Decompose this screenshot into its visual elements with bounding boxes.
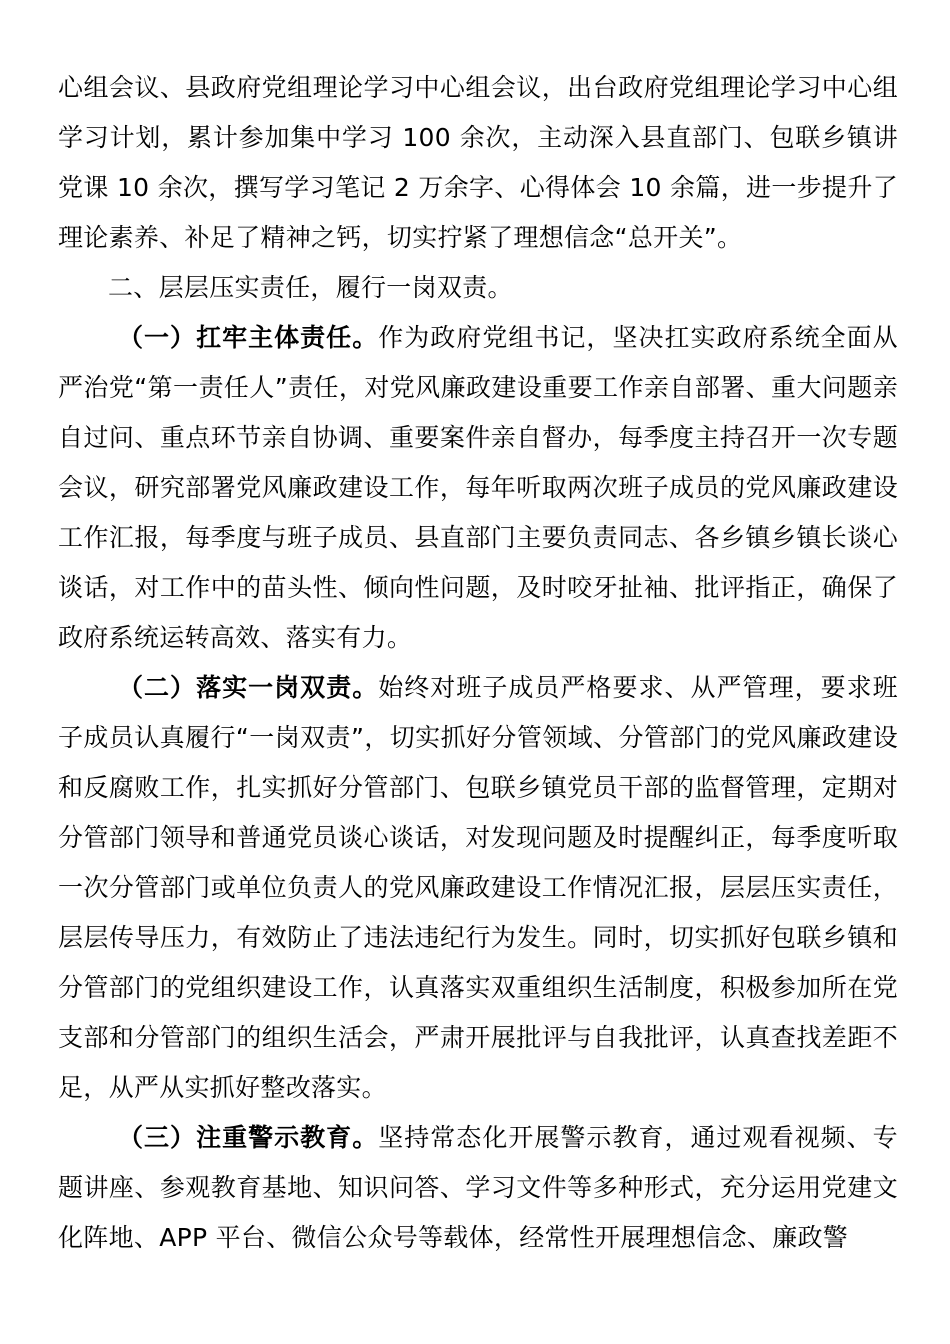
paragraph-subsection-3 [58,1113,898,1263]
paragraph-continuation [58,63,898,263]
paragraph-body: 心组会议、县政府党组理论学习中心组会议，出台政府党组理论学习中心组学习计划，累计参加集中学习 100 余次，主动深入县直部门、包联乡镇讲党课 10 余次，撰写学习笔记 2 万余字、心得体会 10 余篇，进一步提升了理论素养、补足了精神之钙，切实拧紧了理想信念“总开关”。 [58,73,898,252]
section-heading-text: 二、层层压实责任，履行一岗双责。 [108,273,513,302]
paragraph-body: 作为政府党组书记，坚决扛实政府系统全面从严治党“第一责任人”责任，对党风廉政建设重要工作亲自部署、重大问题亲自过问、重点环节亲自协调、重要案件亲自督办，每季度主持召开一次专题会议，研究部署党风廉政建设工作，每年听取两次班子成员的党风廉政建设工作汇报，每季度与班子成员、县直部门主要负责同志、各乡镇乡镇长谈心谈话，对工作中的苗头性、倾向性问题，及时咬牙扯袖、批评指正，确保了政府系统运转高效、落实有力。 [58,323,898,652]
document-page [58,63,898,1263]
subsection-title: （三）注重警示教育。 [118,1123,379,1152]
subsection-title: （一）扛牢主体责任。 [118,323,379,352]
paragraph-subsection-1 [58,313,898,663]
paragraph-body: 坚持常态化开展警示教育，通过观看视频、专题讲座、参观教育基地、知识问答、学习文件等多种形式，充分运用党建文化阵地、APP 平台、微信公众号等载体，经常性开展理想信念、廉政警 [58,1123,898,1252]
paragraph-body: 始终对班子成员严格要求、从严管理，要求班子成员认真履行“一岗双责”，切实抓好分管领域、分管部门的党风廉政建设和反腐败工作，扎实抓好分管部门、包联乡镇党员干部的监督管理，定期对分管部门领导和普通党员谈心谈话，对发现问题及时提醒纠正，每季度听取一次分管部门或单位负责人的党风廉政建设工作情况汇报，层层压实责任，层层传导压力，有效防止了违法违纪行为发生。同时，切实抓好包联乡镇和分管部门的党组织建设工作，认真落实双重组织生活制度，积极参加所在党支部和分管部门的组织生活会，严肃开展批评与自我批评，认真查找差距不足，从严从实抓好整改落实。 [58,673,898,1102]
paragraph-subsection-2 [58,663,898,1113]
section-heading [58,263,898,313]
subsection-title: （二）落实一岗双责。 [118,673,379,702]
